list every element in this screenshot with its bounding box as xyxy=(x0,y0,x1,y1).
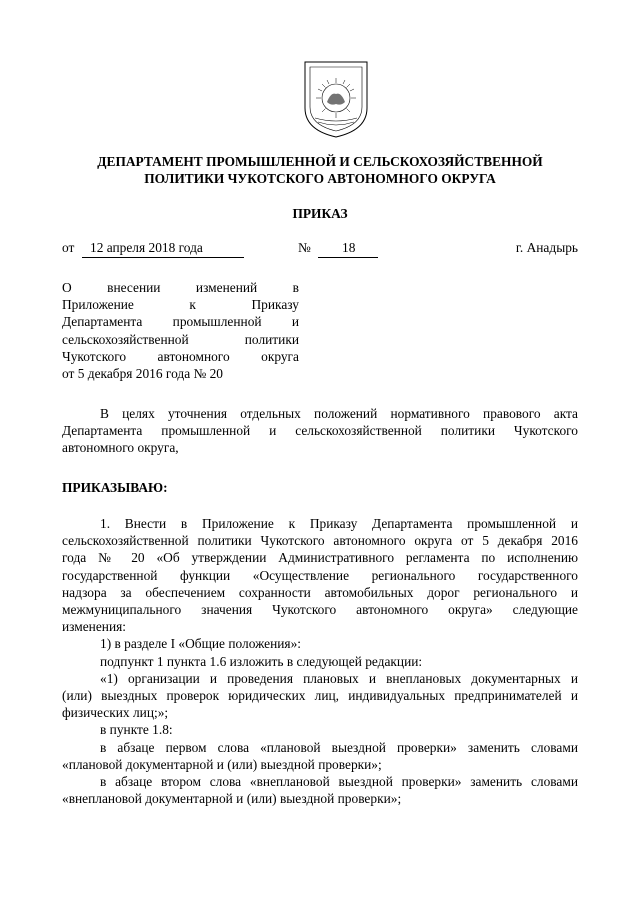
subject-line: О внесении изменений в xyxy=(62,280,299,295)
date-underline xyxy=(82,257,244,258)
subject-line: Чукотского автономного округа xyxy=(62,348,299,364)
from-label: от xyxy=(62,240,75,255)
body-line: межмуниципального значения Чукотского автономного округа» следующие xyxy=(62,602,578,618)
body-line: «плановой документарной и (или) выездной проверки»; xyxy=(62,756,382,772)
subject-line: Приложение к Приказу xyxy=(62,297,299,313)
preamble-line: В целях уточнения отдельных положений нормативного правового акта xyxy=(100,406,578,421)
order-subject xyxy=(62,279,299,382)
body-line: в абзаце первом слова «плановой выездной проверки» заменить словами xyxy=(100,739,578,755)
preamble-line: Департамента промышленной и сельскохозяйственной политики Чукотского xyxy=(62,423,578,439)
body-line: надзора за обеспечением сохранности автомобильных дорог регионального и xyxy=(62,584,578,600)
body-line: (или) выездных проверок юридических лиц, индивидуальных предпринимателей и xyxy=(62,688,578,704)
body-line: года № 20 «Об утверждении Административного регламента по исполнению xyxy=(62,550,578,566)
body-line: «1) организации и проведения плановых и внеплановых документарных и xyxy=(100,670,578,686)
preamble-paragraph xyxy=(62,405,578,457)
body-line: сельскохозяйственной политики Чукотского автономного округа от 5 декабря 2016 xyxy=(62,533,578,549)
order-number: 18 xyxy=(342,240,356,255)
body-line: 1) в разделе I «Общие положения»: xyxy=(100,636,301,652)
decree-word: ПРИКАЗЫВАЮ: xyxy=(62,480,168,495)
preamble-line: автономного округа, xyxy=(62,440,179,456)
body-line: в пункте 1.8: xyxy=(100,722,173,738)
order-body xyxy=(62,515,578,807)
body-line: в абзаце втором слова «внеплановой выездной проверки» заменить словами xyxy=(100,774,578,790)
order-meta-row xyxy=(62,240,578,260)
subject-line: Департамента промышленной и xyxy=(62,314,299,330)
department-header-line-1: ДЕПАРТАМЕНТ ПРОМЫШЛЕННОЙ И СЕЛЬСКОХОЗЯЙСТВЕННОЙ xyxy=(97,154,543,169)
number-underline xyxy=(318,257,378,258)
body-line: «внеплановой документарной и (или) выездной проверки»; xyxy=(62,791,402,807)
order-title: ПРИКАЗ xyxy=(292,206,348,221)
body-line: изменения: xyxy=(62,619,127,635)
coat-of-arms-emblem xyxy=(301,58,371,140)
order-place: г. Анадырь xyxy=(515,240,578,255)
body-line: государственной функции «Осуществление регионального государственного xyxy=(62,567,578,583)
body-line: физических лиц;»; xyxy=(62,705,169,721)
number-label: № xyxy=(298,240,311,255)
body-line: 1. Внести в Приложение к Приказу Департамента промышленной и xyxy=(100,516,578,531)
body-line: подпункт 1 пункта 1.6 изложить в следующей редакции: xyxy=(100,653,423,669)
subject-line: от 5 декабря 2016 года № 20 xyxy=(62,366,223,382)
department-header xyxy=(0,153,640,187)
order-date: 12 апреля 2018 года xyxy=(90,240,203,255)
department-header-line-2: ПОЛИТИКИ ЧУКОТСКОГО АВТОНОМНОГО ОКРУГА xyxy=(144,171,496,186)
subject-line: сельскохозяйственной политики xyxy=(62,331,299,347)
